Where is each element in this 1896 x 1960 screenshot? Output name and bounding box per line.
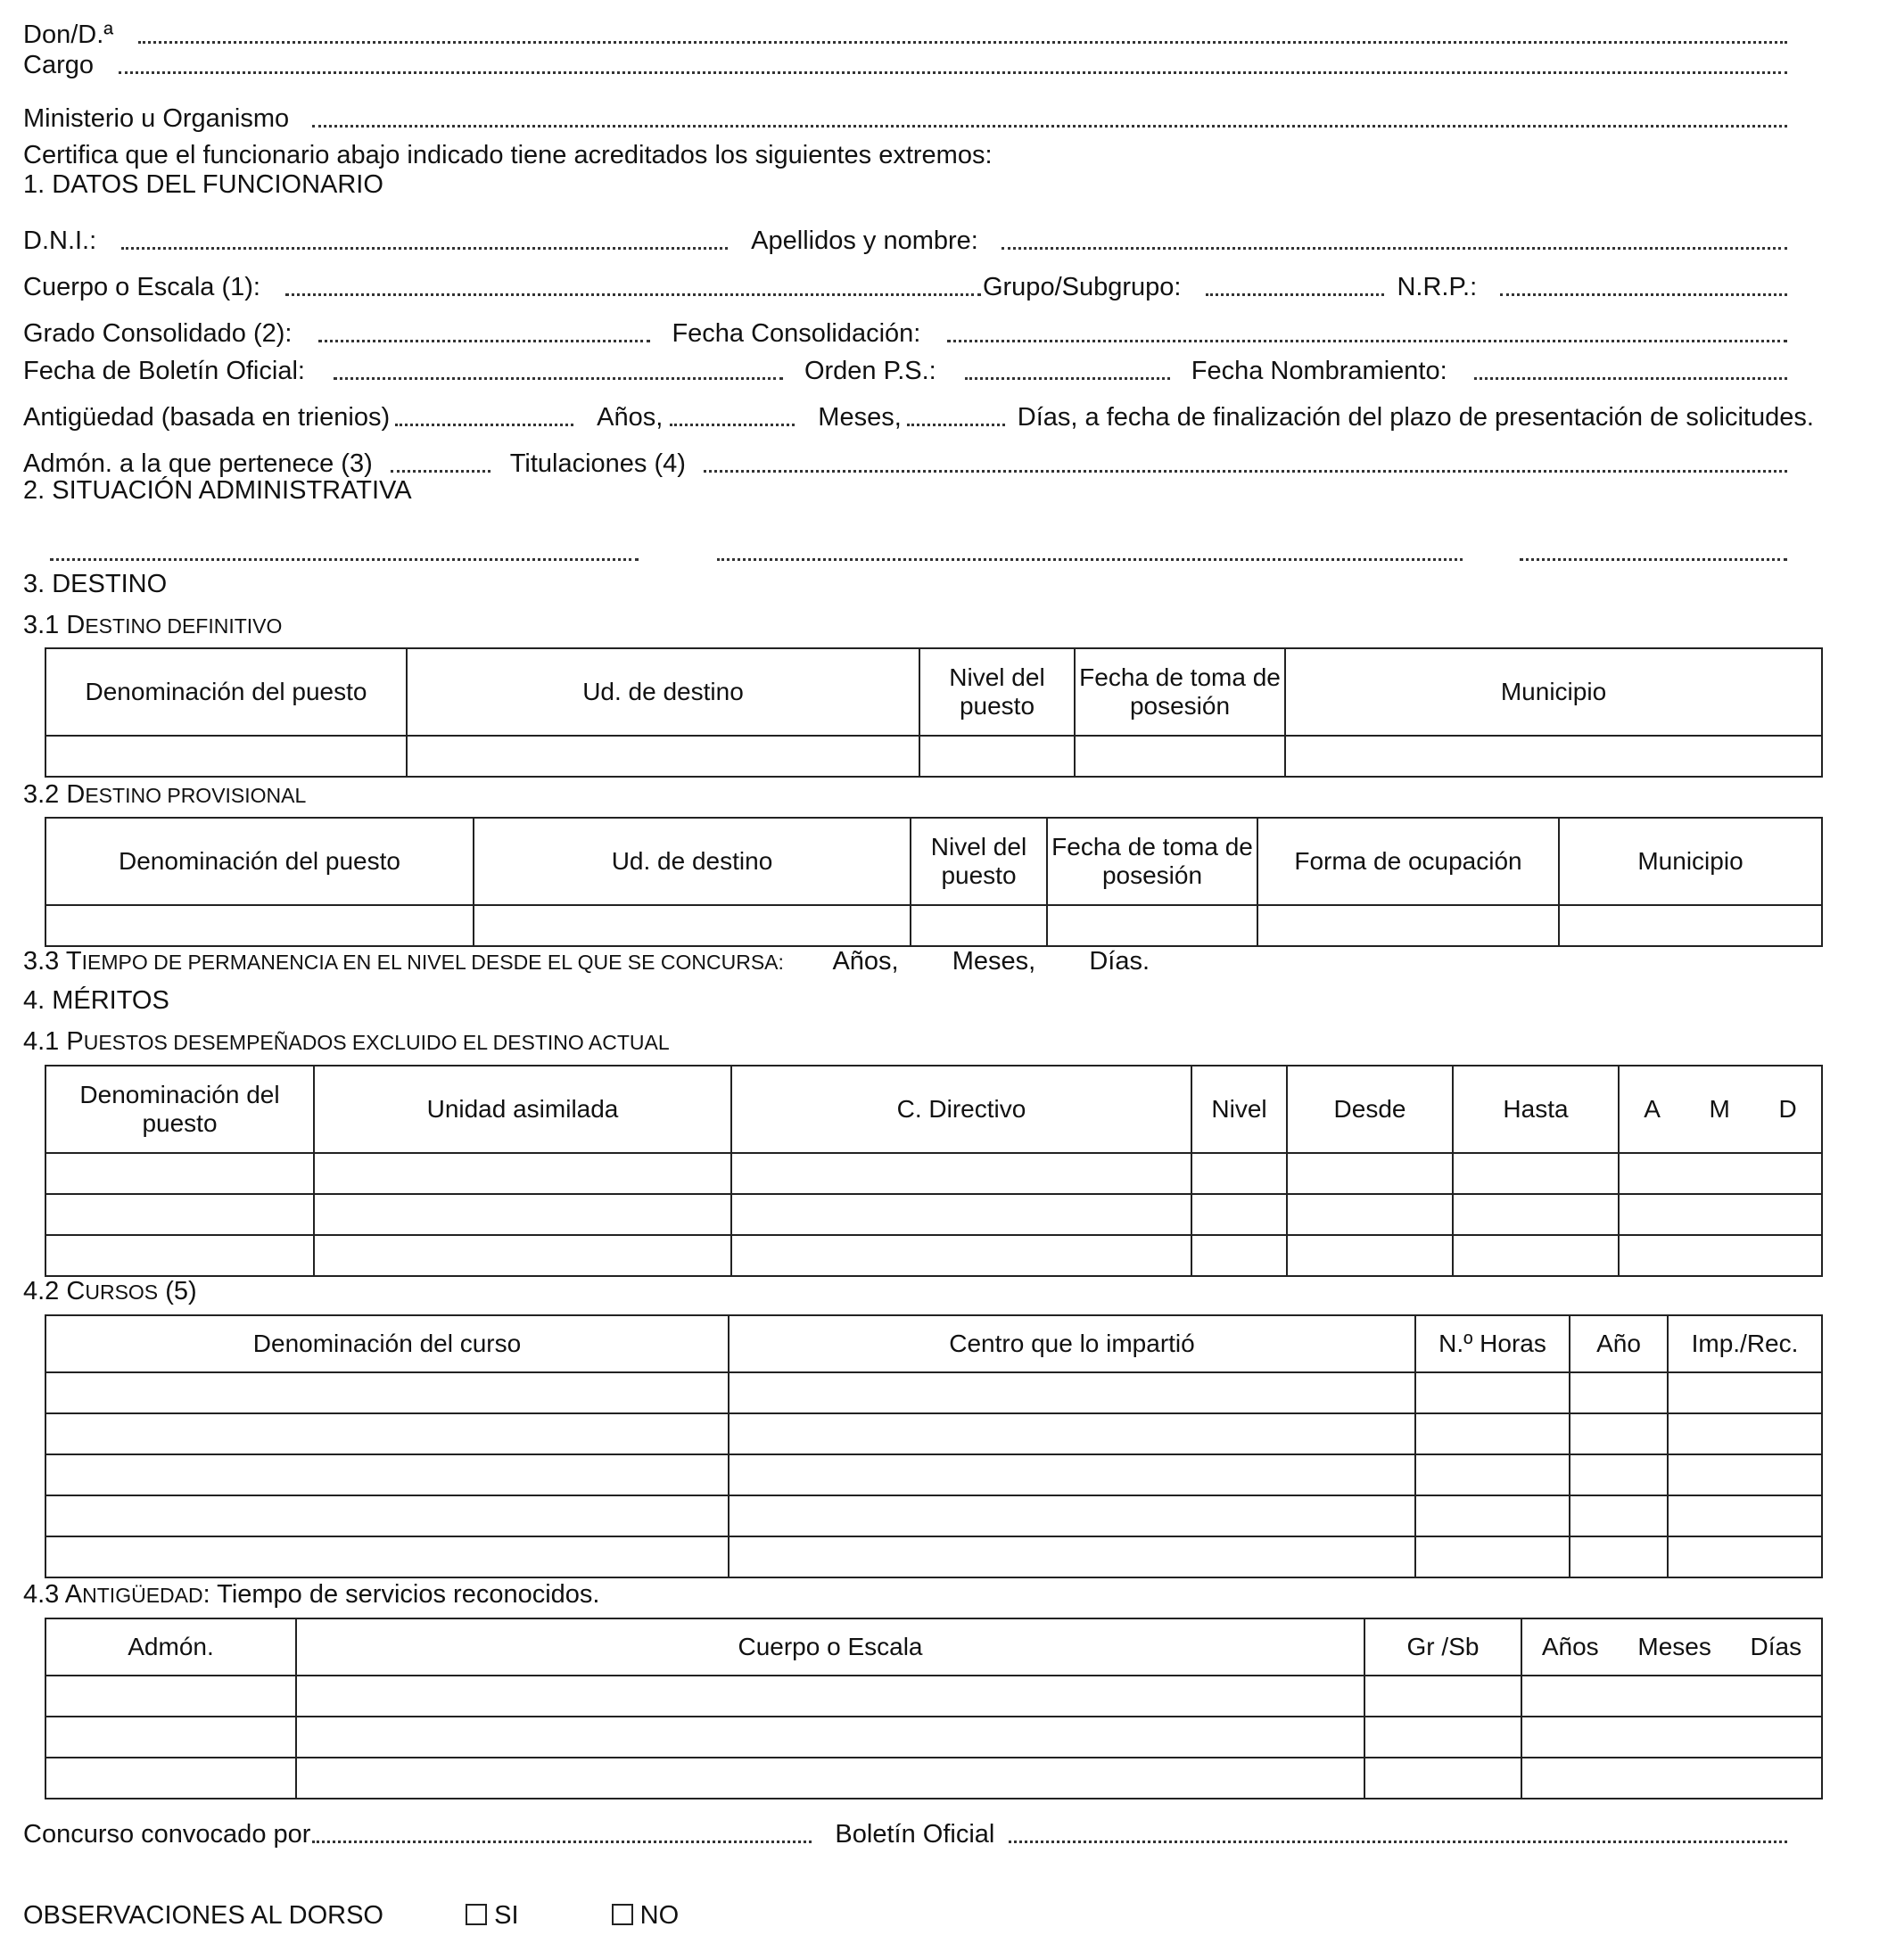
cargo-field[interactable] [119,71,1787,74]
subsection-3-3-title [23,949,1150,975]
antiguedad-dias-label: Días, a fecha de finalización del plazo de presentación de solicitudes. [1017,403,1814,432]
table-cell[interactable] [296,1758,1364,1799]
header-cell: Forma de ocupación [1257,818,1559,905]
boletin-field[interactable] [1009,1841,1787,1843]
table-cell[interactable] [1364,1717,1521,1758]
table-cell[interactable] [1559,905,1822,946]
dni-line [23,222,1798,254]
header-cell: Fecha de toma de posesión [1047,818,1257,905]
fecha-consolidacion-label: Fecha Consolidación: [672,319,921,348]
subsection-4-2-title [23,1279,197,1305]
fecha-consolidacion-field[interactable] [947,340,1787,342]
situacion-field-3[interactable] [1520,558,1787,561]
header-cell: Admón. [45,1618,296,1676]
header-cell: Municipio [1559,818,1822,905]
table-cell[interactable] [1453,1194,1619,1235]
s31-rest: ESTINO DEFINITIVO [85,614,283,638]
header-cell: Fecha de toma de posesión [1075,648,1285,736]
table-cell[interactable] [729,1454,1415,1495]
table-cell[interactable] [474,905,911,946]
table-cell[interactable] [1415,1413,1570,1454]
dni-label: D.N.I.: [23,226,97,255]
amd-header-cell [1521,1618,1822,1676]
header-cell: Municipio [1285,648,1822,736]
table-cell[interactable] [1570,1454,1668,1495]
amd-a: A [1644,1094,1661,1123]
table-cell[interactable] [296,1717,1364,1758]
header-cell: Unidad asimilada [314,1066,731,1153]
titulaciones-label: Titulaciones (4) [509,449,686,478]
header-cell: Ud. de destino [474,818,911,905]
header-cell: C. Directivo [731,1066,1191,1153]
grado-field[interactable] [318,340,650,342]
table-cell[interactable] [1570,1495,1668,1536]
table-cell[interactable] [45,1235,314,1276]
table-cell[interactable] [731,1153,1191,1194]
table-cell[interactable] [1075,736,1285,777]
table-cell[interactable] [1668,1372,1822,1413]
header-cell: Nivel del puesto [911,818,1047,905]
s31-first: D [66,611,86,639]
table-cell[interactable] [314,1153,731,1194]
table-row [45,1717,1822,1758]
situacion-line [23,533,1798,565]
s33-first: T [65,947,82,976]
table-cell[interactable] [45,1372,729,1413]
section4-title: 4. MÉRITOS [23,986,169,1015]
table-cell[interactable] [1287,1153,1453,1194]
table-header-row [45,648,1822,736]
s43-num: 4.3 [23,1580,60,1609]
table-cell[interactable] [1521,1717,1822,1758]
table-cell[interactable] [1287,1235,1453,1276]
s43-suffix: : Tiempo de servicios reconocidos. [202,1580,600,1609]
table-cell[interactable] [45,1717,296,1758]
observaciones-label: OBSERVACIONES AL DORSO [23,1901,383,1930]
table-cell[interactable] [1364,1676,1521,1717]
s43-first: A [64,1580,83,1609]
no-label: NO [639,1901,680,1930]
s33-anos: Años, [832,947,899,976]
table-cell[interactable] [1619,1194,1822,1235]
cargo-label: Cargo [23,51,94,79]
titulaciones-field[interactable] [704,470,1787,473]
table-row [45,1495,1822,1536]
table-header-row [45,1066,1822,1153]
table-row [45,1153,1822,1194]
ministerio-label: Ministerio u Organismo [23,104,290,133]
antiguedad-line [23,399,1814,432]
ministerio-field[interactable] [312,125,1787,128]
apellidos-field[interactable] [1002,247,1787,250]
table-cell[interactable] [1453,1153,1619,1194]
s33-rest: IEMPO DE PERMANENCIA EN EL NIVEL DESDE EL QUE SE CONCURSA: [81,951,784,974]
table-cell[interactable] [1415,1495,1570,1536]
antiguedad-anos-field[interactable] [395,424,573,426]
table-cell[interactable] [45,1495,729,1536]
observaciones-line [23,1903,679,1929]
admon-line [23,445,1798,477]
table-cell[interactable] [1619,1153,1822,1194]
table-cell[interactable] [45,1454,729,1495]
s42-num: 4.2 [23,1277,60,1305]
header-cell: Año [1570,1315,1668,1372]
header-cell: Nivel [1191,1066,1287,1153]
table-cell[interactable] [1619,1235,1822,1276]
s42-suffix: (5) [158,1277,197,1305]
subsection-4-1-title [23,1029,670,1055]
boletin-label: Boletín Oficial [835,1820,995,1849]
certifica-text: Certifica que el funcionario abajo indicado tiene acreditados los siguientes extremos: [23,141,993,169]
puestos-desempenados-table [45,1065,1823,1277]
concurso-line [23,1816,1798,1848]
table-cell[interactable] [1287,1194,1453,1235]
table-cell[interactable] [45,1413,729,1454]
table-cell[interactable] [731,1194,1191,1235]
situacion-field-1[interactable] [50,558,639,561]
header-cell: Denominación del curso [45,1315,729,1372]
nrp-field[interactable] [1500,293,1787,296]
table-cell[interactable] [1191,1235,1287,1276]
table-header-row [45,1618,1822,1676]
orden-field[interactable] [965,377,1170,380]
table-cell[interactable] [45,1676,296,1717]
table-row [45,1676,1822,1717]
amd-meses: Meses [1637,1632,1711,1660]
admon-label: Admón. a la que pertenece (3) [23,449,373,478]
table-cell[interactable] [45,736,407,777]
amd-d: D [1778,1094,1797,1123]
table-cell[interactable] [45,905,474,946]
s41-first: P [66,1027,84,1056]
table-cell[interactable] [45,1536,729,1577]
antiguedad-meses-field[interactable] [670,424,795,426]
nrp-label: N.R.P.: [1397,273,1478,301]
fecha-nombramiento-field[interactable] [1474,377,1787,380]
orden-label: Orden P.S.: [804,357,936,385]
s33-num: 3.3 [23,947,60,976]
table-row [45,1194,1822,1235]
antiguedad-meses-label: Meses, [818,403,902,432]
antiguedad-dias-field[interactable] [907,424,1005,426]
table-row [45,1235,1822,1276]
fecha-nombramiento-label: Fecha Nombramiento: [1191,357,1447,385]
amd-header-cell [1619,1066,1822,1153]
table-row [45,1758,1822,1799]
fecha-boletin-label: Fecha de Boletín Oficial: [23,357,305,385]
s32-rest: ESTINO PROVISIONAL [85,784,307,807]
table-cell[interactable] [314,1194,731,1235]
don-label: Don/D.ª [23,21,113,49]
don-line [23,16,1798,48]
grupo-label: Grupo/Subgrupo: [982,273,1182,301]
table-cell[interactable] [731,1235,1191,1276]
table-cell[interactable] [1285,736,1822,777]
subsection-4-3-title [23,1582,599,1608]
cuerpo-field[interactable] [285,293,981,296]
table-cell[interactable] [1191,1194,1287,1235]
concurso-label: Concurso convocado por [23,1820,311,1849]
header-cell: Ud. de destino [407,648,919,736]
header-cell: Denominación del puesto [45,648,407,736]
table-cell[interactable] [1453,1235,1619,1276]
table-header-row [45,818,1822,905]
fecha-boletin-field[interactable] [334,377,783,380]
s31-num: 3.1 [23,611,60,639]
amd-dias: Días [1750,1632,1802,1660]
header-cell: Denominación del puesto [45,818,474,905]
header-cell: Hasta [1453,1066,1619,1153]
no-checkbox[interactable] [612,1904,633,1925]
table-cell[interactable] [45,1758,296,1799]
table-cell[interactable] [911,905,1047,946]
table-cell[interactable] [1668,1413,1822,1454]
table-cell[interactable] [1668,1454,1822,1495]
grupo-field[interactable] [1206,293,1384,296]
s33-dias: Días. [1089,947,1150,976]
table-cell[interactable] [729,1413,1415,1454]
table-cell[interactable] [314,1235,731,1276]
concurso-field[interactable] [312,1841,812,1843]
s32-num: 3.2 [23,780,60,809]
destino-definitivo-table [45,647,1823,778]
destino-provisional-table [45,817,1823,947]
table-cell[interactable] [1415,1454,1570,1495]
table-cell[interactable] [1415,1372,1570,1413]
table-cell[interactable] [919,736,1075,777]
s41-rest: UESTOS DESEMPEÑADOS EXCLUIDO EL DESTINO ACTUAL [83,1031,670,1054]
table-cell[interactable] [729,1495,1415,1536]
amd-anos: Años [1541,1632,1599,1660]
header-cell: Gr /Sb [1364,1618,1521,1676]
header-cell: Denominación del puesto [45,1066,314,1153]
antiguedad-table [45,1618,1823,1799]
s33-meses: Meses, [952,947,1036,976]
table-cell[interactable] [1047,905,1257,946]
table-row [45,1536,1822,1577]
table-row [45,1413,1822,1454]
table-cell[interactable] [1570,1536,1668,1577]
header-cell: Centro que lo impartió [729,1315,1415,1372]
cargo-line [23,46,1798,78]
subsection-3-1-title [23,613,282,638]
table-cell[interactable] [1364,1758,1521,1799]
table-cell[interactable] [1257,905,1559,946]
table-cell[interactable] [45,1153,314,1194]
table-cell[interactable] [1570,1372,1668,1413]
subsection-3-2-title [23,782,306,808]
cursos-table [45,1314,1823,1578]
s32-first: D [66,780,86,809]
table-cell[interactable] [1570,1413,1668,1454]
section2-title: 2. SITUACIÓN ADMINISTRATIVA [23,476,412,505]
table-row [45,1454,1822,1495]
grado-line [23,315,1798,347]
cuerpo-line [23,268,1798,301]
boletin-line [23,352,1798,384]
table-row [45,736,1822,777]
dni-field[interactable] [121,247,728,250]
amd-m: M [1709,1094,1730,1123]
don-field[interactable] [138,41,1787,44]
admon-field[interactable] [391,470,490,473]
table-header-row [45,1315,1822,1372]
table-cell[interactable] [296,1676,1364,1717]
si-label: SI [494,1901,519,1930]
table-row [45,1372,1822,1413]
ministerio-line [23,100,1798,132]
s43-rest: NTIGÜEDAD [82,1584,203,1607]
grado-label: Grado Consolidado (2): [23,319,293,348]
antiguedad-label: Antigüedad (basada en trienios) [23,403,391,432]
table-cell[interactable] [1668,1495,1822,1536]
section1-title: 1. DATOS DEL FUNCIONARIO [23,170,383,199]
header-cell: N.º Horas [1415,1315,1570,1372]
header-cell: Desde [1287,1066,1453,1153]
header-cell: Cuerpo o Escala [296,1618,1364,1676]
si-checkbox[interactable] [466,1904,487,1925]
table-cell[interactable] [729,1372,1415,1413]
header-cell: Nivel del puesto [919,648,1075,736]
table-cell[interactable] [1521,1758,1822,1799]
section3-title: 3. DESTINO [23,570,168,598]
s41-num: 4.1 [23,1027,60,1056]
table-cell[interactable] [1668,1536,1822,1577]
table-cell[interactable] [1415,1536,1570,1577]
s42-first: C [66,1277,86,1305]
s42-rest: URSOS [85,1281,159,1304]
table-row [45,905,1822,946]
header-cell: Imp./Rec. [1668,1315,1822,1372]
cuerpo-label: Cuerpo o Escala (1): [23,273,260,301]
table-cell[interactable] [1521,1676,1822,1717]
table-cell[interactable] [45,1194,314,1235]
antiguedad-anos-label: Años, [597,403,664,432]
situacion-field-2[interactable] [717,558,1463,561]
table-cell[interactable] [407,736,919,777]
table-cell[interactable] [1191,1153,1287,1194]
table-cell[interactable] [729,1536,1415,1577]
apellidos-label: Apellidos y nombre: [751,226,978,255]
